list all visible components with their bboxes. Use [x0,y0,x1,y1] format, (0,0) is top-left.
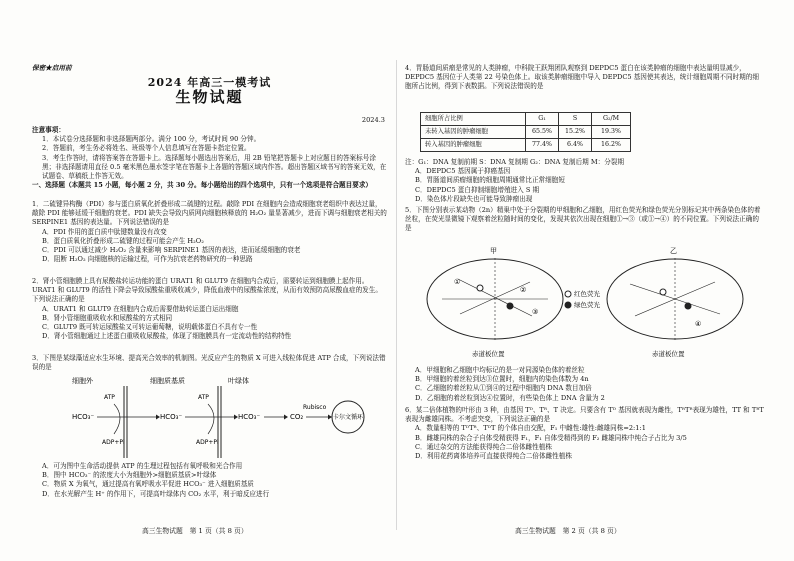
algae-mechanism-diagram [42,374,372,458]
confidential-tag: 保密★启用前 [32,64,72,72]
option: A．甲细胞和乙细胞中均标记的是一对同源染色体的着丝粒 [415,366,585,374]
option: A．DEPDC5 基因属于抑癌基因 [415,167,511,176]
table-header: G₂/M [592,113,631,126]
note-item: 3．考生作答时，请将答案答在答题卡上。选择题每小题选出答案后，用 2B 铅笔把答题卡上对应题目的答案标号涂黑；非选择题请用直径 0.5 毫米黑色墨水签字笔在答题卡上各题的答题区域内作答。超出答题区域书写的答案无效，在试题卷、草稿纸上作答无效。 [42,153,387,181]
label-rubisco: Rubisco [303,404,327,411]
right-page [405,0,765,561]
option: C．通过杂交的方法能获得纯合二倍体雌性植株 [415,442,552,451]
notes-section [32,126,387,181]
option: D．乙细胞的着丝粒到达④位置时，有些染色体上 DNA 含量为 2 [415,393,605,402]
green-centromere [507,303,513,309]
option: C．PDI 可以通过减少 H₂O₂ 含量来影响 SERPINE1 基因的表达，进而延缓细胞的衰老 [42,246,301,255]
page-footer: 高三生物试题 第 2 页（共 8 页） [515,527,621,535]
label-co2: CO₂ [290,413,304,421]
page-footer: 高三生物试题 第 1 页（共 8 页） [142,527,248,535]
option: D．肾小管细胞通过上述蛋白重吸收尿酸盐，体现了细胞膜具有一定流动性的结构特性 [42,332,292,341]
note-item: 2．答题前，考生务必将姓名、班级等个人信息填写在答题卡指定位置。 [42,144,251,153]
table-cell: 16.2% [592,139,631,152]
section-choice [32,181,387,190]
question-3-options [32,462,387,499]
label-hco3-chloroplast: HCO₃⁻ [238,413,261,421]
label-calvin: 卡尔文循环 [332,414,364,421]
cell-cycle-table [420,112,631,152]
position-marker-3: ③ [532,308,539,316]
red-centromere [477,285,483,291]
green-centromere [685,303,691,309]
table-header: S [559,113,592,126]
table-header-row [421,113,631,126]
table-cell: 65.5% [526,126,559,139]
option: A．URAT1 和 GLUT9 在细胞内合成后需要借助转运蛋白运出细胞 [42,304,239,313]
option: D．利用花药离体培养可直接获得纯合二倍体雌性植株 [415,452,572,461]
arrow-head [328,415,332,420]
label-adp: ADP+Pi [102,439,125,446]
label-cell-jia: 甲 [490,247,497,255]
option: B．肾小管细胞重吸收水和尿酸盐的方式相同 [42,313,173,322]
position-marker-4: ④ [695,320,702,328]
question-1 [32,200,387,264]
question-3 [32,354,387,372]
option: C．DEPDC5 蛋白抑制细胞增殖进入 S 期 [415,185,540,194]
label-outside: 细胞外 [72,377,93,385]
question-stem: 1．二硫键异构酶（PDI）参与蛋白质氧化折叠形成二硫键的过程。敲除 PDI 在细胞内会造成细胞衰老组织中表达过量，敲除 PDI 能够延缓干细胞的衰老。PDI 缺失会导致内质网向细胞核释放的 H₂O₂ 量显著减少，进而下调与细胞衰老相关的 SERPINE1 基因的表达量。下列说法错误的是 [32,200,387,227]
question-stem: 5．下图分别表示某动物（2n）精巢中处于分裂期的甲细胞和乙细胞，用红色荧光和绿色荧光分别标记其中两条染色体的着丝粒，在荧光显微镜下观察着丝粒随时间的变化，发现其依次出现在细胞①→③（或①→④）的不同位置。下列说法正确的是 [405,206,761,233]
label-atp: ATP [104,394,115,401]
table-row [421,126,631,139]
option: B．甲细胞的着丝粒到达③位置时，细胞内的染色体数为 4n [415,375,589,384]
table-cell: 19.3% [592,126,631,139]
label-cytoplasm: 细胞质基质 [150,377,185,385]
left-page [32,0,387,561]
option: A．数量相等的 TᴰTᴿ、TᴰT 的个体自由交配，F₁ 中雌性:雄性:雌雄同株=2:1:1 [415,424,646,433]
option: D．染色体片段缺失也可能导致肿瘤出现 [415,194,533,203]
option: B．雌雄同株的杂合子自体受精获得 F₁，F₁ 自体受精得到的 F₂ 雌雄同株中纯合子占比为 3/5 [415,433,687,442]
red-centromere [660,289,666,295]
plate-label-jia: 赤道板位置 [472,350,505,358]
option: B．图中 HCO₃⁻ 的浓度大小为细胞外>细胞质基质>叶绿体 [42,471,217,480]
option: C．GLUT9 既可转运尿酸盐又可转运葡萄糖，说明载体蛋白不具有专一性 [42,323,258,332]
question-stem: 6．某二倍体植物的叶形由 3 种，由基因 Tᴰ、Tᴿ、T 决定。只要含有 Tᴰ 基因就表现为雌性，TᴿTᴿ表现为雄性，TT 和 TᴿT 表现为雌雄同株。不考虑突变，下列说法正确的是 [405,406,764,424]
option: B．胃肠道间质瘤细胞的细胞周期通常比正常细胞短 [415,176,565,185]
question-5-options [405,366,765,403]
table-row [421,139,631,152]
page-divider [396,60,397,530]
table-cell: 77.4% [526,139,559,152]
question-2 [32,277,387,341]
table-header: G₁ [526,113,559,126]
legend-green-dot [565,302,571,308]
question-stem: 3．下图是某绿藻适应水生环境、提高光合效率的机制图。光反应产生的物质 X 可进入线粒体促进 ATP 合成，下列说法错误的是 [32,354,386,372]
question-stem: 4．胃肠道间质瘤是常见的人类肿瘤，中科院王跃翔团队观察到 DEPDC5 蛋白在该类肿瘤的细胞中表达量明显减少，DEPDC5 基因位于人类第 22 号染色体上。取该类肿瘤细胞中导入 DEPDC5 基因使其表达，统计细胞周期不同时期的细胞所占比例，得到下表数据。下列说法错误的是 [405,64,759,91]
option: D．阻断 H₂O₂ 向细胞核的运输过程，可作为抗衰老药物研究的一种思路 [42,255,253,264]
label-hco3-outside: HCO₃⁻ [72,413,95,421]
question-5 [405,206,765,234]
option: A．可为图中生命活动提供 ATP 的生理过程包括有氧呼吸和光合作用 [42,462,243,470]
label-cell-yi: 乙 [670,247,677,255]
atp-curve [114,404,120,434]
subject-title: 生物试题 [175,88,244,106]
option: C．乙细胞的着丝粒从①到④的过程中细胞内 DNA 数目加倍 [415,384,592,393]
section-title: 一、选择题（本题共 15 小题，每小题 2 分，共 30 分。每小题给出的四个选项中，只有一个选项是符合题目要求） [32,181,373,189]
table-cell: 转入基因的肿瘤细胞 [421,139,526,152]
option: B．蛋白质氧化折叠形成二硫键的过程可能会产生 H₂O₂ [42,236,204,245]
legend-red: 红色荧光 [574,290,600,298]
position-marker-2: ② [520,286,527,294]
label-chloroplast: 叶绿体 [228,377,249,385]
option: A．PDI 作用的蛋白质中肽键数量没有改变 [42,227,167,236]
atp-curve [208,404,214,434]
position-marker-1: ① [454,278,461,286]
note-item: 1．本试卷分选择题和非选择题两部分。满分 100 分，考试时间 90 分钟。 [42,135,261,144]
option: C．物质 X 为氧气，通过提高有氧呼吸水平促进 HCO₃⁻ 进入细胞质基质 [42,480,254,489]
notes-title: 注意事项： [32,126,65,134]
exam-date: 2024.3 [361,116,385,124]
question-6 [405,406,765,461]
legend-red-dot [565,291,571,297]
table-cell: 未转入基因的肿瘤细胞 [421,126,526,139]
exam-title: 2024 年高三一模考试 [147,76,272,89]
table-cell: 15.2% [559,126,592,139]
table-note: 注：G₁：DNA 复制前期 S：DNA 复制期 G₂：DNA 复制后期 M：分裂期 [405,158,624,166]
question-stem: 2．肾小管细胞膜上具有尿酸盐转运功能的蛋白 URAT1 和 GLUT9 在细胞内合成后，需要转运到细胞膜上起作用。URAT1 和 GLUT9 的活性下降会导致尿酸盐重吸收减少，降低血液中的尿酸盐浓度，从而有效预防高尿酸血症的发生。下列说法正确的是 [32,277,382,304]
question-4-options [405,158,765,204]
meiosis-figure [420,244,755,362]
legend-green: 绿色荧光 [574,301,600,309]
arrow-head [284,415,288,420]
option: D．在水光解产生 H⁺ 的作用下，可提高叶绿体内 CO₂ 水平，利于暗反应进行 [42,489,270,498]
label-atp: ATP [198,394,209,401]
label-adp: ADP+Pi [196,439,219,446]
table-header: 细胞所占比例 [421,113,526,126]
table-cell: 6.4% [559,139,592,152]
question-4 [405,64,765,92]
plate-label-yi: 赤道板位置 [652,350,685,358]
label-hco3-cytoplasm: HCO₃⁻ [160,413,183,421]
